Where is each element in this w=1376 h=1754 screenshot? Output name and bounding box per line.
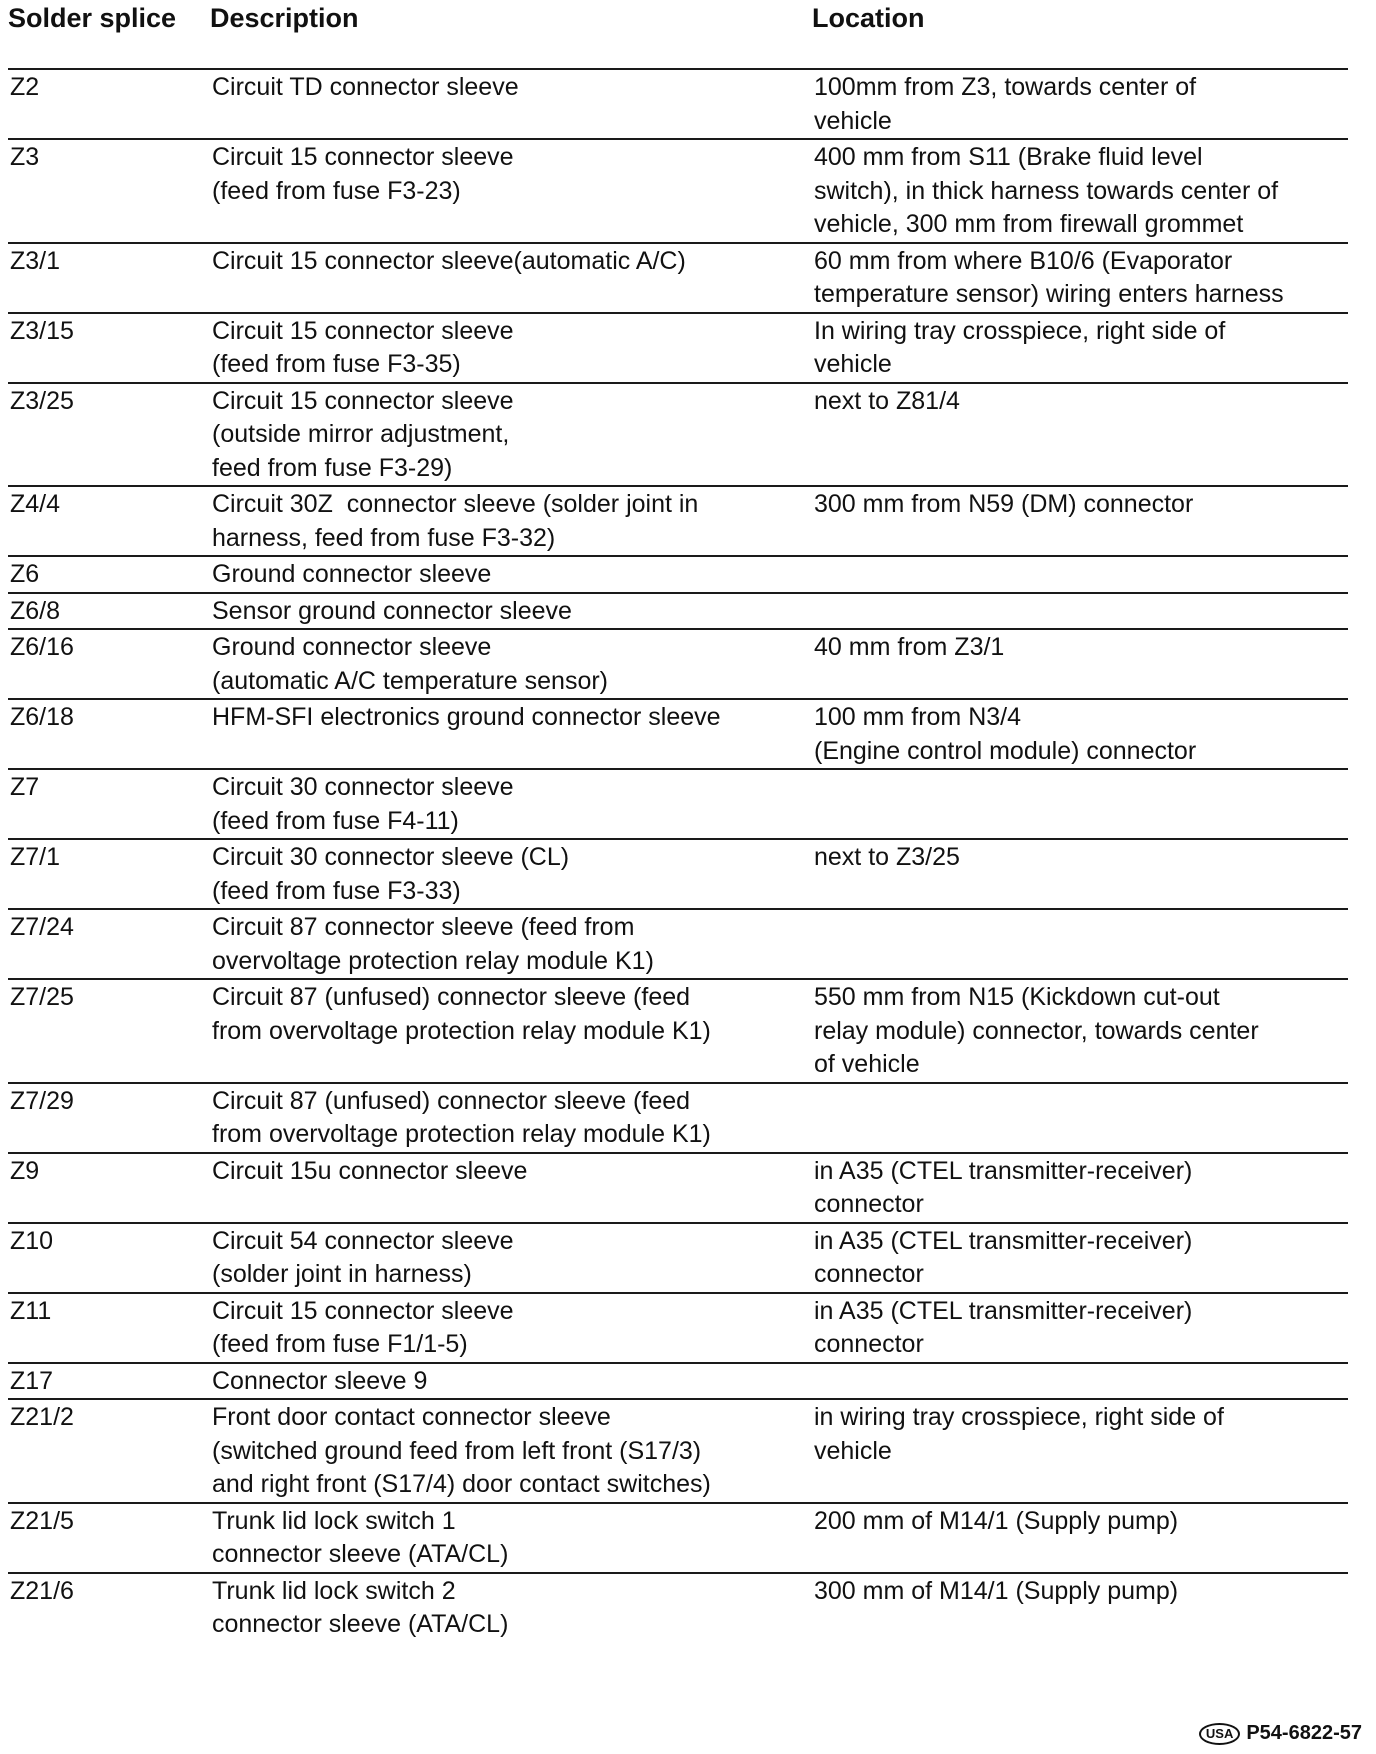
location-line: of vehicle	[814, 1050, 920, 1078]
table-row	[8, 382, 1348, 486]
splice-location	[814, 980, 1348, 1082]
description-line: connector sleeve (ATA/CL)	[212, 1610, 509, 1638]
description-line: Circuit 87 (unfused) connector sleeve (feed	[212, 1086, 691, 1115]
location-line: 550 mm from N15 (Kickdown cut-out	[814, 983, 1220, 1011]
table-row	[8, 485, 1348, 555]
splice-id: Z7/24	[10, 913, 74, 941]
splice-id: Z6/8	[10, 596, 61, 625]
description-line: Circuit 15 connector sleeve	[212, 143, 514, 171]
location-line: connector	[814, 1260, 924, 1288]
description-line: Ground connector sleeve	[212, 560, 492, 588]
splice-description	[212, 980, 814, 1082]
splice-description	[212, 487, 814, 555]
splice-location	[814, 1154, 1348, 1222]
location-line: 100 mm from N3/4	[814, 703, 1022, 731]
splice-id: Z9	[10, 1156, 40, 1185]
description-line: Circuit 15u connector sleeve	[212, 1156, 528, 1185]
description-line: Circuit 54 connector sleeve	[212, 1226, 514, 1255]
location-line: 60 mm from where B10/6 (Evaporator	[814, 246, 1233, 275]
description-line: Circuit 30 connector sleeve	[212, 773, 514, 801]
splice-location	[814, 1504, 1348, 1572]
table-row	[8, 1292, 1348, 1362]
description-line: (switched ground feed from left front (S17/3)	[212, 1436, 702, 1465]
splice-id: Z7	[10, 773, 40, 801]
splice-id: Z7/29	[10, 1086, 74, 1115]
splice-description	[212, 594, 814, 629]
splice-description	[212, 700, 814, 768]
splice-id: Z6/18	[10, 703, 74, 731]
location-line: in A35 (CTEL transmitter-receiver)	[814, 1156, 1193, 1185]
description-line: (automatic A/C temperature sensor)	[212, 666, 608, 695]
description-line: (feed from fuse F3-33)	[212, 876, 461, 905]
table-row	[8, 312, 1348, 382]
splice-location	[814, 1084, 1348, 1152]
splice-location	[814, 314, 1348, 382]
document-code: P54-6822-57	[1246, 1722, 1362, 1744]
splice-id: Z6	[10, 560, 40, 588]
header-location: Location	[812, 3, 925, 33]
description-line: from overvoltage protection relay module K1)	[212, 1120, 711, 1148]
description-line: Circuit TD connector sleeve	[212, 73, 519, 101]
splice-description	[212, 70, 814, 138]
location-line: relay module) connector, towards center	[814, 1016, 1259, 1045]
splice-description	[212, 314, 814, 382]
table-row	[8, 1502, 1348, 1572]
location-line: 100mm from Z3, towards center of	[814, 73, 1197, 101]
splice-description	[212, 1504, 814, 1572]
splice-id: Z3/25	[10, 386, 74, 415]
splice-id: Z7/1	[10, 843, 61, 871]
location-line: switch), in thick harness towards center of	[814, 176, 1279, 205]
splice-id: Z21/2	[10, 1403, 74, 1431]
splice-location	[814, 770, 1348, 838]
table-header	[0, 0, 1376, 40]
table-row	[8, 698, 1348, 768]
location-line: in A35 (CTEL transmitter-receiver)	[814, 1296, 1193, 1325]
description-line: (feed from fuse F4-11)	[212, 806, 459, 835]
description-line: overvoltage protection relay module K1)	[212, 946, 654, 975]
splice-location	[814, 594, 1348, 629]
splice-location	[814, 1224, 1348, 1292]
splice-id: Z3/15	[10, 316, 74, 345]
splice-id: Z4/4	[10, 490, 61, 518]
splice-description	[212, 557, 814, 592]
description-line: harness, feed from fuse F3-32)	[212, 523, 556, 552]
splice-location	[814, 140, 1348, 242]
description-line: (feed from fuse F3-35)	[212, 350, 461, 378]
description-line: Trunk lid lock switch 2	[212, 1576, 456, 1605]
splice-id: Z7/25	[10, 983, 74, 1011]
description-line: Circuit 87 (unfused) connector sleeve (feed	[212, 983, 691, 1011]
location-line: in wiring tray crosspiece, right side of	[814, 1403, 1224, 1431]
splice-location	[814, 70, 1348, 138]
splice-id: Z17	[10, 1366, 54, 1395]
location-line: next to Z81/4	[814, 386, 960, 415]
table-row	[8, 978, 1348, 1082]
splice-description	[212, 1574, 814, 1642]
splice-description	[212, 384, 814, 486]
location-line: vehicle, 300 mm from firewall grommet	[814, 210, 1244, 238]
location-line: In wiring tray crosspiece, right side of	[814, 316, 1226, 345]
table-row	[8, 628, 1348, 698]
splice-location	[814, 487, 1348, 555]
header-solder-splice: Solder splice	[8, 3, 177, 33]
location-line: connector	[814, 1330, 924, 1358]
splice-id: Z10	[10, 1226, 54, 1255]
splice-location	[814, 557, 1348, 592]
description-line: Circuit 87 connector sleeve (feed from	[212, 913, 635, 941]
splice-id: Z11	[10, 1296, 52, 1325]
table-row	[8, 555, 1348, 592]
splice-location	[814, 1400, 1348, 1502]
description-line: HFM-SFI electronics ground connector sleeve	[212, 703, 721, 731]
splice-description	[212, 910, 814, 978]
description-line: (feed from fuse F3-23)	[212, 176, 461, 205]
splice-description	[212, 630, 814, 698]
location-line: next to Z3/25	[814, 843, 960, 871]
table-row	[8, 1362, 1348, 1399]
solder-splice-table	[8, 68, 1348, 1642]
location-line: vehicle	[814, 350, 892, 378]
table-row	[8, 768, 1348, 838]
splice-description	[212, 1400, 814, 1502]
description-line: (outside mirror adjustment,	[212, 420, 510, 448]
splice-description	[212, 770, 814, 838]
splice-location	[814, 840, 1348, 908]
description-line: Circuit 15 connector sleeve	[212, 316, 514, 345]
location-line: vehicle	[814, 1436, 892, 1465]
description-line: Circuit 30Z connector sleeve (solder joint in	[212, 490, 699, 518]
splice-location	[814, 630, 1348, 698]
location-line: 300 mm of M14/1 (Supply pump)	[814, 1576, 1179, 1605]
splice-description	[212, 1224, 814, 1292]
description-line: (solder joint in harness)	[212, 1260, 472, 1288]
location-line: vehicle	[814, 106, 892, 135]
splice-id: Z21/6	[10, 1576, 74, 1605]
splice-id: Z6/16	[10, 633, 74, 661]
description-line: (feed from fuse F1/1-5)	[212, 1330, 468, 1358]
table-row	[8, 1398, 1348, 1502]
splice-description	[212, 244, 814, 312]
table-row	[8, 68, 1348, 138]
table-row	[8, 1222, 1348, 1292]
description-line: Circuit 15 connector sleeve	[212, 386, 514, 415]
splice-id: Z21/5	[10, 1506, 74, 1535]
location-line: temperature sensor) wiring enters harness	[814, 280, 1284, 308]
splice-description	[212, 1364, 814, 1399]
description-line: Front door contact connector sleeve	[212, 1403, 611, 1431]
description-line: Sensor ground connector sleeve	[212, 596, 572, 625]
description-line: and right front (S17/4) door contact switches)	[212, 1470, 711, 1498]
description-line: connector sleeve (ATA/CL)	[212, 1540, 509, 1568]
description-line: Circuit 15 connector sleeve(automatic A/C)	[212, 246, 686, 275]
splice-location	[814, 1574, 1348, 1642]
splice-description	[212, 140, 814, 242]
splice-description	[212, 840, 814, 908]
description-line: Connector sleeve 9	[212, 1366, 428, 1395]
header-description: Description	[210, 3, 359, 33]
splice-location	[814, 384, 1348, 486]
table-row	[8, 1082, 1348, 1152]
description-line: Circuit 30 connector sleeve (CL)	[212, 843, 570, 871]
splice-description	[212, 1294, 814, 1362]
description-line: feed from fuse F3-29)	[212, 453, 453, 482]
table-row	[8, 838, 1348, 908]
splice-id: Z3/1	[10, 246, 61, 275]
splice-location	[814, 1364, 1348, 1399]
splice-location	[814, 910, 1348, 978]
table-row	[8, 1572, 1348, 1642]
usa-badge: USA	[1199, 1723, 1240, 1745]
location-line: in A35 (CTEL transmitter-receiver)	[814, 1226, 1193, 1255]
splice-location	[814, 1294, 1348, 1362]
description-line: Circuit 15 connector sleeve	[212, 1296, 514, 1325]
description-line: Trunk lid lock switch 1	[212, 1506, 456, 1535]
table-row	[8, 138, 1348, 242]
splice-location	[814, 244, 1348, 312]
description-line: from overvoltage protection relay module K1)	[212, 1016, 711, 1045]
location-line: connector	[814, 1190, 924, 1218]
location-line: 400 mm from S11 (Brake fluid level	[814, 143, 1203, 171]
table-row	[8, 908, 1348, 978]
splice-description	[212, 1084, 814, 1152]
location-line: 200 mm of M14/1 (Supply pump)	[814, 1506, 1179, 1535]
table-row	[8, 242, 1348, 312]
splice-description	[212, 1154, 814, 1222]
location-line: 40 mm from Z3/1	[814, 633, 1005, 661]
page-footer	[1199, 1722, 1362, 1745]
location-line: (Engine control module) connector	[814, 736, 1197, 765]
location-line: 300 mm from N59 (DM) connector	[814, 490, 1194, 518]
table-row	[8, 592, 1348, 629]
splice-location	[814, 700, 1348, 768]
splice-id: Z2	[10, 73, 40, 101]
splice-id: Z3	[10, 143, 40, 171]
table-row	[8, 1152, 1348, 1222]
description-line: Ground connector sleeve	[212, 633, 492, 661]
